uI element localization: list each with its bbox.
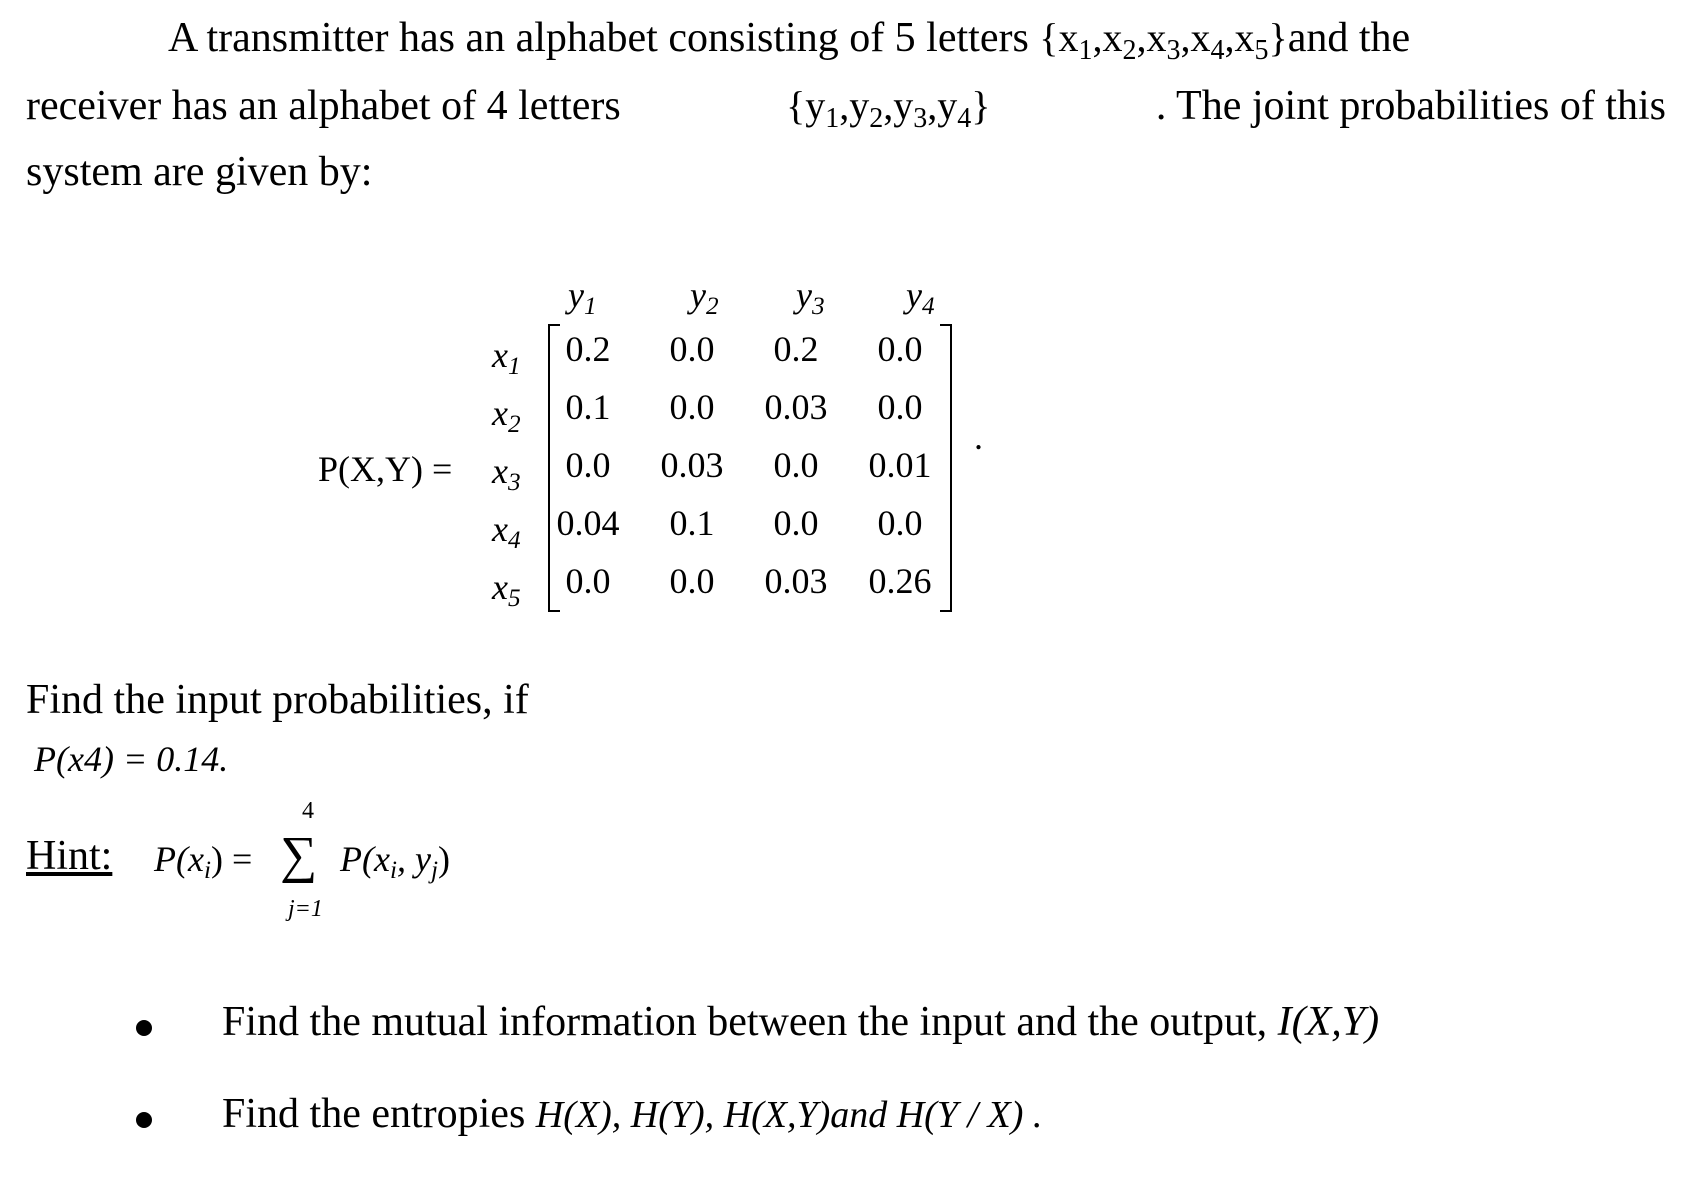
intro-line-3: system are given by: bbox=[26, 149, 373, 195]
hint-lhs: $P(x_i)$ = bbox=[154, 839, 253, 885]
cell: 0.0 bbox=[877, 503, 923, 543]
bullet-dot-1 bbox=[136, 1020, 152, 1036]
find-input-text: Find the input probabilities, if bbox=[26, 677, 529, 723]
row-label-x1: $x_1$ bbox=[492, 335, 521, 381]
row-label-x3: $x_3$ bbox=[492, 451, 521, 497]
cell: 0.0 bbox=[877, 387, 923, 427]
cell: 0.0 bbox=[565, 445, 611, 485]
row-label-x5: $x_5$ bbox=[492, 567, 521, 613]
intro-text-2a: receiver has an alphabet of 4 letters bbox=[26, 83, 621, 129]
cell: 0.0 bbox=[773, 503, 819, 543]
cell: 0.03 bbox=[764, 387, 828, 427]
bullet-dot-2 bbox=[136, 1112, 152, 1128]
intro-text-1b: and the bbox=[1287, 15, 1411, 61]
cell: 0.0 bbox=[669, 329, 715, 369]
sum-symbol: ∑ bbox=[280, 827, 318, 884]
intro-line-2 bbox=[26, 82, 1666, 134]
hint-rhs: $P(x_i$, $y_j$) bbox=[340, 839, 450, 885]
cell: 0.2 bbox=[773, 329, 819, 369]
y-alphabet-set: $\{y_1,y_2,y_3,y_4\}$ bbox=[786, 83, 991, 134]
col-label-y2: $y_2$ bbox=[690, 275, 719, 321]
intro-line-1 bbox=[168, 14, 1411, 66]
cell: 0.26 bbox=[868, 561, 932, 601]
cell: 0.1 bbox=[565, 387, 611, 427]
cell: 0.1 bbox=[669, 503, 715, 543]
cell: 0.0 bbox=[773, 445, 819, 485]
matrix-lhs: P(X,Y) = bbox=[318, 449, 453, 489]
cell: 0.2 bbox=[565, 329, 611, 369]
cell: 0.0 bbox=[565, 561, 611, 601]
bullet-item-2: Find the entropies H(X), H(Y), H(X,Y)and H(Y / X) . bbox=[222, 1091, 1043, 1137]
cell: 0.0 bbox=[877, 329, 923, 369]
bullet-item-1: Find the mutual information between the input and the output, I(X,Y) bbox=[222, 999, 1380, 1045]
entropies-math: H(X), H(Y), H(X,Y)and H(Y / X) . bbox=[535, 1094, 1043, 1136]
cell: 0.03 bbox=[660, 445, 724, 485]
cell: 0.0 bbox=[669, 387, 715, 427]
intro-text-1a: A transmitter has an alphabet consisting of 5 letters bbox=[168, 15, 1029, 61]
cell: 0.04 bbox=[556, 503, 620, 543]
row-label-x2: $x_2$ bbox=[492, 393, 521, 439]
hint-label: Hint: bbox=[26, 833, 113, 879]
col-label-y3: $y_3$ bbox=[796, 275, 825, 321]
find-input-condition: P(x4) = 0.14. bbox=[34, 739, 229, 779]
intro-text-2b: . The joint probabilities of this bbox=[1155, 83, 1666, 129]
col-label-y1: $y_1$ bbox=[568, 275, 597, 321]
cell: 0.0 bbox=[669, 561, 715, 601]
sum-upper-limit: 4 bbox=[302, 798, 314, 824]
row-label-x4: $x_4$ bbox=[492, 509, 521, 555]
x-alphabet-set: $\{x_1,x_2,x_3,x_4,x_5\}$ bbox=[1039, 15, 1288, 66]
cell: 0.01 bbox=[868, 445, 932, 485]
mutual-info-math: I(X,Y) bbox=[1277, 999, 1380, 1045]
cell: 0.03 bbox=[764, 561, 828, 601]
sum-lower-limit: j=1 bbox=[288, 896, 323, 922]
matrix-trailing-period: . bbox=[974, 417, 983, 457]
col-label-y4: $y_4$ bbox=[906, 275, 935, 321]
